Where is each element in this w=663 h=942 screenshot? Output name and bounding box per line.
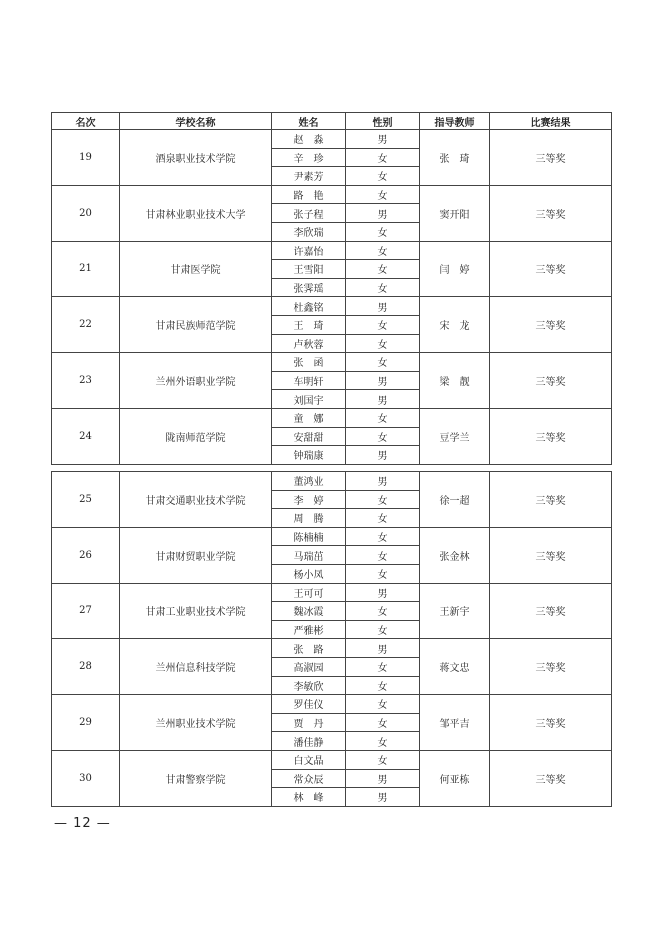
teacher-cell: 何亚栋: [420, 750, 490, 806]
table-row: [52, 185, 612, 204]
student-name-cell: 陈楠楠: [272, 527, 346, 546]
gender-cell: 女: [346, 315, 420, 334]
school-cell: 甘肃财贸职业学院: [120, 527, 272, 583]
gender-cell: 男: [346, 390, 420, 409]
school-cell: 陇南师范学院: [120, 408, 272, 464]
student-name-cell: 童 娜: [272, 408, 346, 427]
gender-cell: 女: [346, 546, 420, 565]
table-row: [52, 297, 612, 316]
awards-table-bottom: [51, 471, 612, 807]
gender-cell: 女: [346, 602, 420, 621]
result-cell: 三等奖: [490, 583, 612, 639]
teacher-cell: 蒋文忠: [420, 639, 490, 695]
teacher-cell: 宋 龙: [420, 297, 490, 353]
student-name-cell: 严雅彬: [272, 620, 346, 639]
result-cell: 三等奖: [490, 297, 612, 353]
student-name-cell: 罗佳仪: [272, 695, 346, 714]
gender-cell: 女: [346, 427, 420, 446]
result-cell: 三等奖: [490, 695, 612, 751]
student-name-cell: 许嘉怡: [272, 241, 346, 260]
student-name-cell: 贾 丹: [272, 713, 346, 732]
gender-cell: 女: [346, 334, 420, 353]
student-name-cell: 安甜甜: [272, 427, 346, 446]
table-row: [52, 241, 612, 260]
rank-cell: 20: [52, 185, 120, 241]
student-name-cell: 钟瑞康: [272, 446, 346, 465]
gender-cell: 女: [346, 620, 420, 639]
school-cell: 兰州信息科技学院: [120, 639, 272, 695]
table-row: [52, 639, 612, 658]
page-number: — 12 —: [54, 816, 111, 831]
gender-cell: 女: [346, 676, 420, 695]
table-row: [52, 130, 612, 149]
gender-cell: 女: [346, 527, 420, 546]
student-name-cell: 王 琦: [272, 315, 346, 334]
table-row: [52, 750, 612, 769]
result-cell: 三等奖: [490, 639, 612, 695]
school-cell: 甘肃警察学院: [120, 750, 272, 806]
teacher-cell: 王新宇: [420, 583, 490, 639]
result-cell: 三等奖: [490, 527, 612, 583]
table-row: [52, 527, 612, 546]
header-school: 学校名称: [120, 113, 272, 130]
school-cell: 甘肃工业职业技术学院: [120, 583, 272, 639]
student-name-cell: 董鸿业: [272, 472, 346, 491]
rank-cell: 25: [52, 472, 120, 528]
result-cell: 三等奖: [490, 130, 612, 186]
table-row: [52, 472, 612, 491]
gender-cell: 女: [346, 148, 420, 167]
awards-table-top: [51, 112, 612, 465]
school-cell: 酒泉职业技术学院: [120, 130, 272, 186]
student-name-cell: 路 艳: [272, 185, 346, 204]
student-name-cell: 卢秋蓉: [272, 334, 346, 353]
gender-cell: 男: [346, 472, 420, 491]
gender-cell: 男: [346, 446, 420, 465]
student-name-cell: 魏冰霞: [272, 602, 346, 621]
student-name-cell: 常众辰: [272, 769, 346, 788]
student-name-cell: 林 峰: [272, 788, 346, 807]
result-cell: 三等奖: [490, 241, 612, 297]
gender-cell: 女: [346, 222, 420, 241]
rank-cell: 30: [52, 750, 120, 806]
gender-cell: 女: [346, 564, 420, 583]
gender-cell: 女: [346, 732, 420, 751]
teacher-cell: 窦开阳: [420, 185, 490, 241]
gender-cell: 女: [346, 241, 420, 260]
gender-cell: 女: [346, 167, 420, 186]
student-name-cell: 尹素芳: [272, 167, 346, 186]
gender-cell: 男: [346, 639, 420, 658]
teacher-cell: 张金林: [420, 527, 490, 583]
header-teacher: 指导教师: [420, 113, 490, 130]
student-name-cell: 王可可: [272, 583, 346, 602]
awards-table-bottom-body: [52, 472, 612, 807]
school-cell: 兰州职业技术学院: [120, 695, 272, 751]
school-cell: 甘肃医学院: [120, 241, 272, 297]
table-row: [52, 695, 612, 714]
gender-cell: 女: [346, 509, 420, 528]
student-name-cell: 马瑞茁: [272, 546, 346, 565]
table-row: [52, 408, 612, 427]
student-name-cell: 辛 珍: [272, 148, 346, 167]
gender-cell: 女: [346, 260, 420, 279]
student-name-cell: 李敏欣: [272, 676, 346, 695]
student-name-cell: 刘国宇: [272, 390, 346, 409]
gender-cell: 女: [346, 713, 420, 732]
table-row: [52, 353, 612, 372]
header-name: 姓名: [272, 113, 346, 130]
gender-cell: 女: [346, 490, 420, 509]
school-cell: 兰州外语职业学院: [120, 353, 272, 409]
student-name-cell: 张 函: [272, 353, 346, 372]
student-name-cell: 李欣瑞: [272, 222, 346, 241]
teacher-cell: 邹平吉: [420, 695, 490, 751]
rank-cell: 23: [52, 353, 120, 409]
result-cell: 三等奖: [490, 408, 612, 464]
result-cell: 三等奖: [490, 353, 612, 409]
rank-cell: 22: [52, 297, 120, 353]
gender-cell: 男: [346, 371, 420, 390]
table-row: [52, 583, 612, 602]
teacher-cell: 闫 婷: [420, 241, 490, 297]
teacher-cell: 豆学兰: [420, 408, 490, 464]
result-cell: 三等奖: [490, 472, 612, 528]
teacher-cell: 徐一超: [420, 472, 490, 528]
header-rank: 名次: [52, 113, 120, 130]
rank-cell: 21: [52, 241, 120, 297]
student-name-cell: 潘佳静: [272, 732, 346, 751]
teacher-cell: 梁 靓: [420, 353, 490, 409]
student-name-cell: 张霁瑶: [272, 278, 346, 297]
student-name-cell: 车明轩: [272, 371, 346, 390]
header-gender: 性别: [346, 113, 420, 130]
student-name-cell: 周 腾: [272, 509, 346, 528]
gender-cell: 男: [346, 204, 420, 223]
gender-cell: 男: [346, 769, 420, 788]
gender-cell: 女: [346, 185, 420, 204]
teacher-cell: 张 琦: [420, 130, 490, 186]
school-cell: 甘肃林业职业技术大学: [120, 185, 272, 241]
gender-cell: 女: [346, 278, 420, 297]
rank-cell: 27: [52, 583, 120, 639]
student-name-cell: 王雪阳: [272, 260, 346, 279]
student-name-cell: 张子程: [272, 204, 346, 223]
gender-cell: 男: [346, 583, 420, 602]
result-cell: 三等奖: [490, 185, 612, 241]
gender-cell: 女: [346, 408, 420, 427]
gender-cell: 女: [346, 657, 420, 676]
student-name-cell: 张 路: [272, 639, 346, 658]
header-result: 比赛结果: [490, 113, 612, 130]
gender-cell: 女: [346, 353, 420, 372]
student-name-cell: 高淑园: [272, 657, 346, 676]
student-name-cell: 杜鑫铭: [272, 297, 346, 316]
gender-cell: 女: [346, 750, 420, 769]
student-name-cell: 白文晶: [272, 750, 346, 769]
gender-cell: 男: [346, 297, 420, 316]
table-header-row: [52, 113, 612, 130]
school-cell: 甘肃交通职业技术学院: [120, 472, 272, 528]
rank-cell: 24: [52, 408, 120, 464]
rank-cell: 19: [52, 130, 120, 186]
rank-cell: 28: [52, 639, 120, 695]
awards-table-top-body: [52, 130, 612, 465]
student-name-cell: 李 婷: [272, 490, 346, 509]
student-name-cell: 杨小凤: [272, 564, 346, 583]
rank-cell: 29: [52, 695, 120, 751]
student-name-cell: 赵 淼: [272, 130, 346, 149]
gender-cell: 男: [346, 788, 420, 807]
gender-cell: 男: [346, 130, 420, 149]
school-cell: 甘肃民族师范学院: [120, 297, 272, 353]
result-cell: 三等奖: [490, 750, 612, 806]
rank-cell: 26: [52, 527, 120, 583]
gender-cell: 女: [346, 695, 420, 714]
